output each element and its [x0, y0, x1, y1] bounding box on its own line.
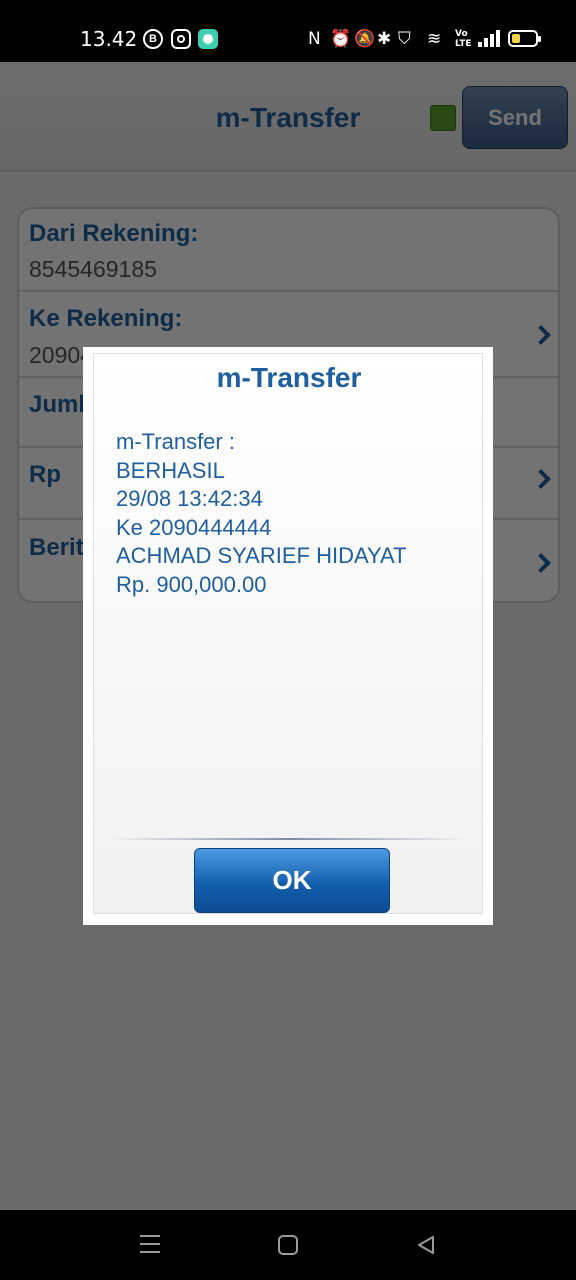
- signal-icon: [478, 30, 500, 47]
- navigation-bar: [0, 1210, 576, 1280]
- mute-icon: 🔕: [354, 29, 376, 49]
- chat-app-icon: [198, 29, 218, 49]
- dialog-line: 29/08 13:42:34: [116, 486, 263, 511]
- alarm-icon: ⏰: [330, 29, 352, 49]
- home-icon[interactable]: [278, 1235, 298, 1255]
- dialog-line: ACHMAD SYARIEF HIDAYAT: [116, 543, 407, 568]
- battery-icon: [508, 30, 538, 47]
- result-dialog: [83, 347, 493, 925]
- wifi-icon: ≋: [427, 29, 442, 49]
- status-bar: [0, 0, 576, 62]
- back-icon[interactable]: [416, 1235, 436, 1255]
- instagram-icon: [171, 29, 191, 49]
- menu-icon[interactable]: [140, 1234, 160, 1254]
- dialog-message: [116, 428, 407, 599]
- b-app-icon: B: [143, 29, 163, 49]
- dialog-line: BERHASIL: [116, 457, 225, 483]
- dialog-line: m-Transfer :: [116, 429, 235, 454]
- dialog-divider: [110, 838, 468, 840]
- status-time: 13.42: [80, 27, 138, 51]
- dialog-line: Ke 2090444444: [116, 514, 272, 540]
- dialog-line: Rp. 900,000.00: [116, 571, 267, 597]
- shield-icon: ⛉: [398, 29, 411, 49]
- dialog-body: [93, 353, 483, 914]
- bluetooth-icon: ✱: [377, 29, 392, 49]
- volte-icon: Vo LTE: [455, 29, 472, 49]
- nfc-icon: N: [308, 29, 321, 49]
- ok-button[interactable]: OK: [194, 848, 390, 913]
- dialog-title: m-Transfer: [216, 362, 362, 393]
